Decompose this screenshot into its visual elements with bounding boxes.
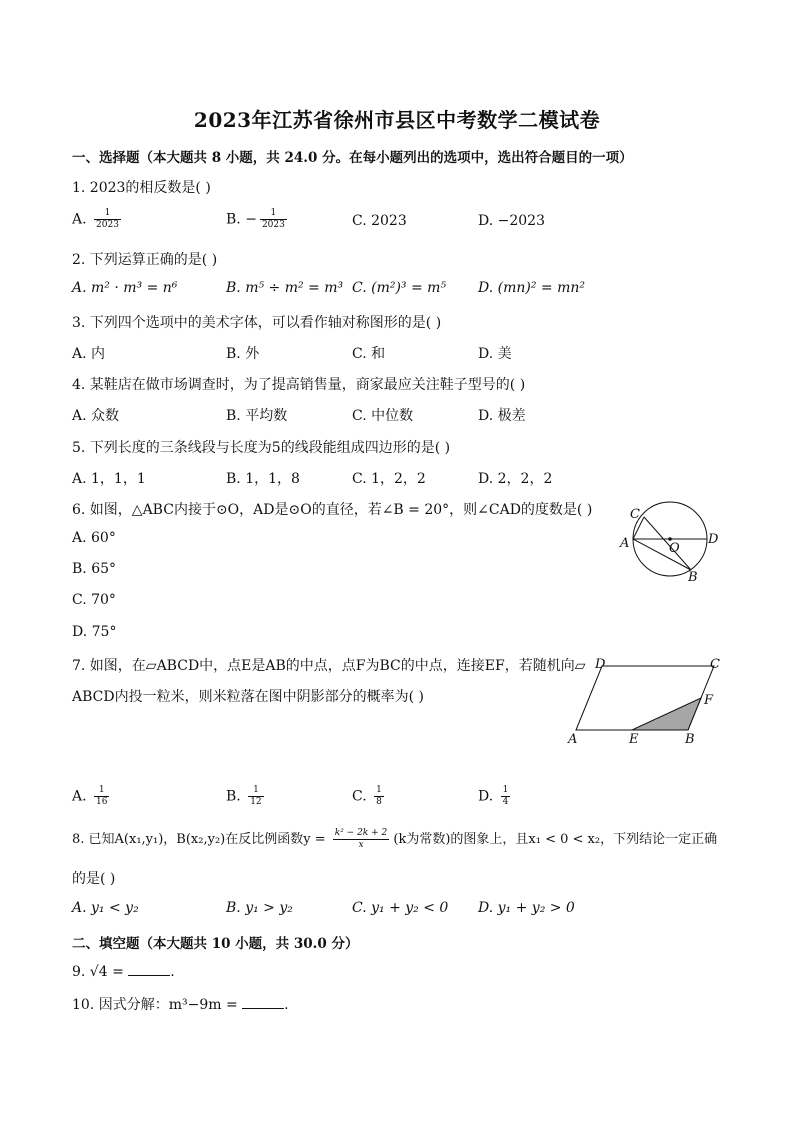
label-a: A [620,536,630,551]
question-1-option-b [226,208,287,231]
question-8-prefix: 8. 已知A(x₁,y₁)，B(x₂,y₂)在反比例函数y = [72,832,326,847]
numerator: 1 [94,208,121,220]
question-9-period: . [170,964,175,980]
fraction [501,785,511,808]
option-label: B. [226,211,241,228]
question-5-option-c: C. 1，2，2 [352,471,426,487]
question-2-option-a: A. m² · m³ = n⁶ [72,280,178,296]
question-5-option-a: A. 1，1，1 [72,471,146,487]
parallelogram-abcd [576,666,714,730]
question-8-line-2: 的是( ) [72,871,116,887]
circle-figure [612,500,724,590]
question-1-stem: 1. 2023的相反数是( ) [72,180,211,196]
question-7-option-a [72,785,109,808]
denominator: 2023 [96,220,119,230]
question-2-option-d: D. (mn)² = mn² [478,280,585,296]
option-label: A. [72,788,87,805]
question-4-option-b: B. 平均数 [226,408,288,424]
numerator: 1 [248,785,263,797]
section-heading-fill: 二、填空题（本大题共 10 小题，共 30.0 分） [72,936,359,952]
label-o: O [669,541,680,556]
question-8-option-c: C. y₁ + y₂ < 0 [352,900,449,916]
question-2-stem: 2. 下列运算正确的是( ) [72,252,218,268]
question-3-stem: 3. 下列四个选项中的美术字体，可以看作轴对称图形的是( ) [72,315,442,331]
question-6-option-b: B. 65° [72,561,117,577]
segment-cb [644,517,691,570]
question-8-suffix: (k为常数)的图象上，且x₁ < 0 < x₂，下列结论一定正确 [393,832,718,847]
label-b: B [685,732,695,747]
question-4-option-a: A. 众数 [72,408,120,424]
numerator: 1 [376,785,382,795]
fraction [94,785,109,808]
label-d: D [595,657,606,672]
question-3-option-b: B. 外 [226,346,260,362]
option-label: A. [72,211,87,228]
question-7-option-b [226,785,264,808]
numerator: k² − 2k + 2 [334,828,388,838]
denominator: 8 [376,797,382,807]
minus-sign: − [245,211,257,228]
fraction [333,828,390,851]
label-f: F [704,693,714,708]
segment-ab [633,539,691,570]
fraction [94,208,121,231]
question-2-option-b: B. m⁵ ÷ m² = m³ [226,280,344,296]
denominator: x [358,840,364,850]
question-2-option-c: C. (m²)³ = m⁵ [352,280,447,296]
option-label: C. [352,788,367,805]
exam-title: 2023年江苏省徐州市县区中考数学二模试卷 [193,108,601,132]
question-6-option-c: C. 70° [72,592,116,608]
section-heading-choice: 一、选择题（本大题共 8 小题，共 24.0 分。在每小题列出的选项中，选出符合题目的一项） [72,150,633,166]
label-d: D [708,532,719,547]
question-7-option-c [352,785,384,808]
option-label: B. [226,788,241,805]
question-3-option-d: D. 美 [478,346,512,362]
numerator: 1 [502,785,509,795]
question-10 [72,994,289,1014]
numerator: 1 [94,785,109,797]
question-6-option-a: A. 60° [72,530,116,546]
question-5-stem: 5. 下列长度的三条线段与长度为5的线段能组成四边形的是( ) [72,440,451,456]
denominator: 2023 [261,220,285,230]
question-7-line-2: ABCD内投一粒米，则米粒落在图中阴影部分的概率为( ) [72,689,424,705]
label-c: C [710,657,720,672]
question-8-option-d: D. y₁ + y₂ > 0 [478,900,575,916]
question-9-prefix: 9. √4 = [72,964,124,980]
question-8-option-a: A. y₁ < y₂ [72,900,139,916]
label-b: B [688,570,698,585]
shaded-triangle-ebf [632,698,701,730]
question-5-option-b: B. 1，1，8 [226,471,300,487]
question-1-option-a [72,208,121,231]
denominator: 16 [96,797,108,807]
fraction [374,785,384,808]
question-7-line-1: 7. 如图，在▱ABCD中，点E是AB的中点，点F为BC的中点，连接EF，若随机向▱ [72,658,586,674]
question-9 [72,963,175,980]
question-3-option-c: C. 和 [352,346,386,362]
numerator: 1 [260,208,287,220]
label-e: E [629,732,639,747]
question-6-stem: 6. 如图，△ABC内接于⊙O，AD是⊙O的直径，若∠B = 20°，则∠CAD的度数是( ) [72,502,593,518]
question-1-option-d: D. −2023 [478,213,545,229]
question-4-option-d: D. 极差 [478,408,526,424]
option-label: D. [478,788,494,805]
label-c: C [630,507,640,522]
label-a: A [568,732,578,747]
denominator: 4 [502,797,509,807]
question-1-option-c: C. 2023 [352,213,407,229]
question-10-period: . [284,997,289,1013]
question-5-option-d: D. 2，2，2 [478,471,553,487]
question-6-option-d: D. 75° [72,624,117,640]
question-10-prefix: 10. 因式分解：m³−9m = [72,997,238,1013]
question-8-line-1 [72,828,717,851]
question-7-option-d [478,785,510,808]
fraction [260,208,287,231]
question-4-stem: 4. 某鞋店在做市场调查时，为了提高销售量，商家最应关注鞋子型号的( ) [72,377,526,393]
denominator: 12 [250,797,262,807]
answer-blank[interactable] [128,963,170,976]
question-3-option-a: A. 内 [72,346,106,362]
question-8-option-b: B. y₁ > y₂ [226,900,293,916]
parallelogram-figure [562,652,728,748]
answer-blank[interactable] [242,996,284,1009]
question-4-option-c: C. 中位数 [352,408,414,424]
fraction [248,785,263,808]
